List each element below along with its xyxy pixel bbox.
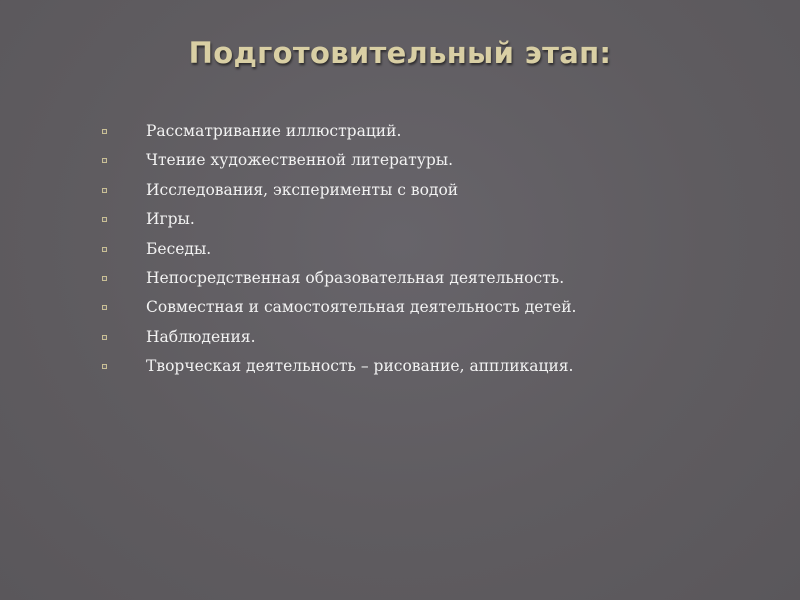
list-item-text: Беседы. <box>146 239 212 258</box>
square-bullet-icon <box>102 129 107 134</box>
list-item-text: Игры. <box>146 210 195 229</box>
square-bullet-icon <box>102 335 107 340</box>
list-item-text: Наблюдения. <box>146 327 256 346</box>
list-item <box>96 235 776 264</box>
list-item <box>96 323 776 352</box>
list-item-text: Совместная и самостоятельная деятельность детей. <box>146 298 577 317</box>
square-bullet-icon <box>102 188 107 193</box>
list-item <box>96 264 776 293</box>
square-bullet-icon <box>102 276 107 281</box>
square-bullet-icon <box>102 364 107 369</box>
list-item <box>96 146 776 175</box>
list-item-text: Исследования, эксперименты с водой <box>146 180 459 199</box>
list-item-text: Непосредственная образовательная деятельность. <box>146 268 565 287</box>
square-bullet-icon <box>102 305 107 310</box>
square-bullet-icon <box>102 247 107 252</box>
list-item-text: Творческая деятельность – рисование, аппликация. <box>146 357 574 376</box>
list-item-text: Рассматривание иллюстраций. <box>146 122 402 140</box>
list-item <box>96 205 776 234</box>
list-item <box>96 293 776 322</box>
list-item-text: Чтение художественной литературы. <box>146 151 454 170</box>
square-bullet-icon <box>102 217 107 222</box>
list-item <box>96 352 776 381</box>
list-item <box>96 117 776 146</box>
square-bullet-icon <box>102 158 107 163</box>
list-item <box>96 176 776 205</box>
bullet-list <box>96 117 776 382</box>
slide-title: Подготовительный этап: <box>188 36 612 70</box>
